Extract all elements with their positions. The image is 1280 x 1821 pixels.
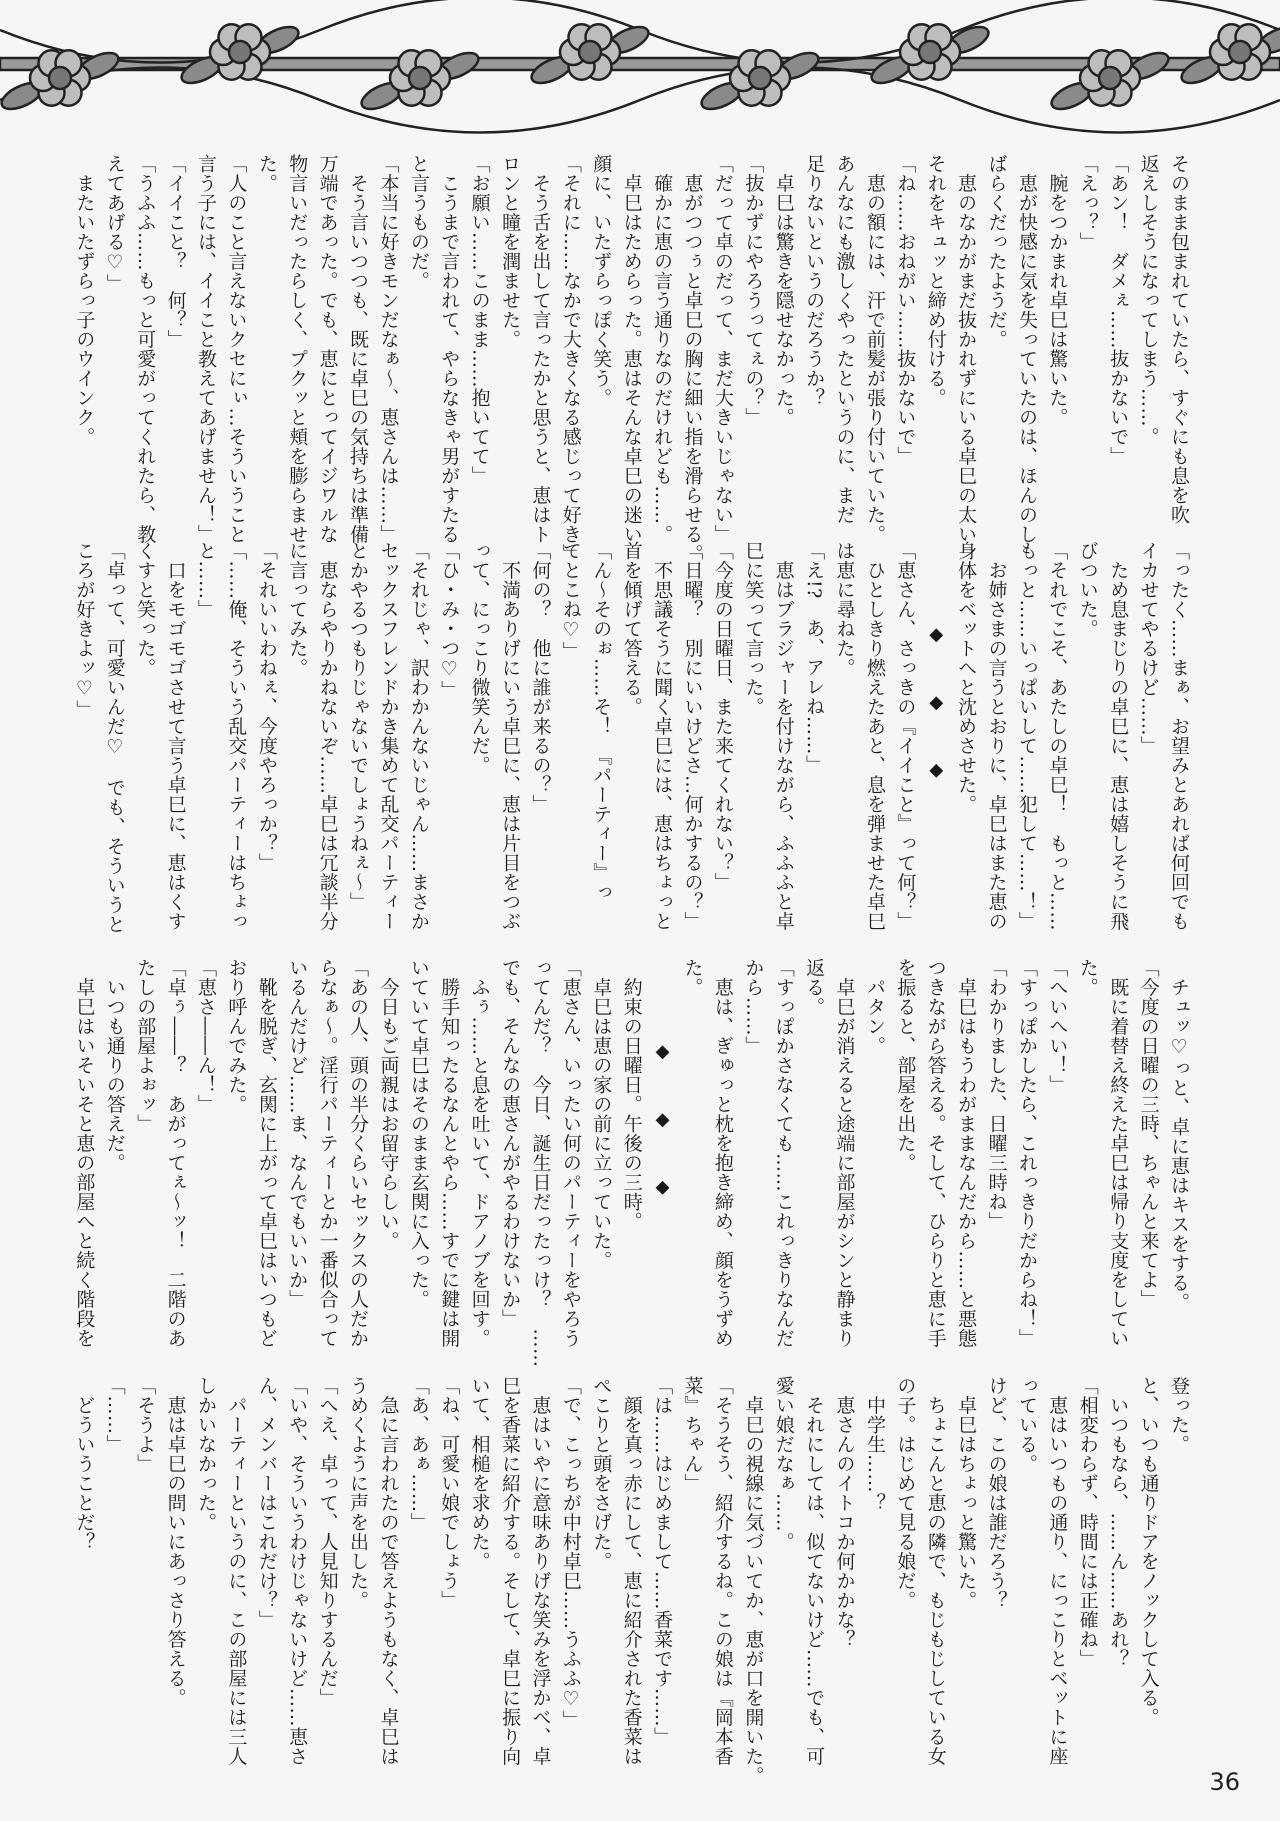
text-line: でも、そんなの恵さんがやるわけないか」 [499,958,522,1329]
flower-icon [1229,41,1251,63]
text-line: 「ん～そのぉ……そ！ 『パーティー』っ [590,541,613,902]
text-line: 卓巳は驚きを隠せなかった。 [772,154,795,427]
text-line: どういうことだ？ [73,1376,96,1552]
text-line: うめくように声を出した。 [347,1376,370,1610]
text-line: くすと笑った。 [134,541,157,678]
text-line: 急に言われたので答えようもなく、卓巳は [377,1376,400,1766]
text-line: 「日曜？ 別にいいけどさ…何かするの？」 [681,541,704,931]
text-line: 言う子には、イイこと教えてあげません！」 [195,154,217,544]
text-tier-3 [64,958,1194,1368]
text-line: ってんだ？ 今日、誕生日だったっけ？ …… [529,958,552,1368]
text-line: 「……俺、そういう乱交パーティーはちょっ [225,541,248,931]
text-line: 「お願い……このまま……抱いてて」 [468,154,491,486]
text-line: 「ね、可愛い娘でしょう」 [438,1376,461,1610]
text-line: ばらくだったようだ。 [985,154,1008,349]
text-line: 「それでこそ、あたしの卓巳！ もっと…… [1046,541,1069,931]
text-line: 菜』ちゃん」 [681,1376,704,1493]
text-line: ころが好きよッ♡」 [73,541,96,720]
text-line: いつもなら、……ん……あれ？ [1107,1376,1130,1669]
text-line: た。 [1076,958,1099,997]
text-line: 「それに……なかで大きくなる感じって好き」 [559,154,582,564]
text-line: 恵はいやに意味ありげな笑みを浮かべ、卓 [529,1376,552,1766]
text-line: 「は……はじめまして……香菜です……」 [651,1376,674,1747]
text-line: 「いや、そういうわけじゃないけど……恵さ [286,1376,309,1766]
text-line: 「あン！ ダメぇ……抜かないで」 [1107,154,1130,466]
text-line: 「すっぽかしたら、これっきりだからね！」 [1015,958,1038,1348]
text-line: 卓巳はちょっと驚いた。 [955,1376,978,1610]
text-line: 「うふふ……もっと可愛がってくれたら、教 [134,154,157,544]
text-line: またいたずらっ子のウインク。 [73,154,96,447]
text-line: 「本当に好きモンだなぁ～、恵さんは……」 [377,154,400,544]
text-line: っている。 [1015,1376,1038,1474]
text-line: 「何の？ 他に誰が来るの？」 [529,541,552,814]
text-line: 「恵さん、さっきの『イイこと』って何？」 [894,541,917,931]
text-line: 「ひ・み・つ♡」 [438,541,461,700]
text-line: 「卓って、可愛いんだ♡ でも、そういうと [103,541,126,934]
text-line: 恵のなかがまだ抜かれずにいる卓巳の太い [955,154,978,544]
flower-icon [49,67,71,89]
text-line: 「へえ、卓って、人見知りするんだ」 [316,1376,339,1708]
text-line: チュッ♡っと、卓に恵はキスをする。 [1168,958,1190,1312]
text-line: 腕をつかまれ卓巳は驚いた。 [1046,154,1069,427]
text-line: 顔に、いたずらっぽく笑う。 [590,154,613,408]
text-line: 「え!? あ、アレね……」 [803,541,826,775]
page-number: 36 [1209,1768,1240,1796]
text-line: 恵がつつぅと卓巳の胸に細い指を滑らせる。 [681,154,704,564]
text-line: 「それじゃ、訳わかんないじゃん……まさか [407,541,430,931]
text-line: それをキュッと締め付ける。 [924,154,947,408]
text-line: 不満ありげにいう卓巳に、恵は片目をつぶ [499,541,522,931]
text-line: 「わかりました、日曜三時ね」 [985,958,1008,1231]
text-line: ひとしきり燃えたあと、息を弾ませた卓巳 [863,541,886,931]
text-line: と言うものだ。 [407,154,430,291]
text-line: 身体をベットへと沈めさせた。 [955,541,978,814]
text-line: そのまま包まれていたら、すぐにも息を吹 [1168,154,1190,525]
text-line: と……」 [195,541,217,619]
text-line: から……」 [742,958,765,1056]
text-line: と、いつも通りドアをノックして入る。 [1137,1376,1160,1727]
text-line: 不思議そうに聞く卓巳には、恵はちょっと [651,541,674,931]
text-line: お姉さまの言うとおりに、卓巳はまた恵の [985,541,1008,931]
text-line: えてあげる♡」 [103,154,126,294]
text-line: 「へいへい！」 [1046,958,1069,1095]
text-line: た。 [255,154,278,193]
text-line: 「あの人、頭の半分くらいセックスの人だか [347,958,370,1348]
text-line: 「ったく……まぁ、お望みとあれば何回でも [1168,541,1190,931]
text-line: パタン。 [863,958,886,1056]
text-line: たしの部屋よぉッ」 [134,958,157,1134]
text-line: ちょこんと恵の隣で、もじもじしている女 [924,1376,947,1766]
text-line: 恵が快感に気を失っていたのは、ほんのし [1015,154,1038,544]
text-line: つきながら答える。そして、ひらりと恵に手 [924,958,947,1348]
text-line: 恵はブラジャーを付けながら、ふふふと卓 [772,541,795,931]
text-line: 恵さんのイトコか何かかな？ [833,1376,856,1649]
text-line: 靴を脱ぎ、玄関に上がって卓巳はいつもど [255,958,278,1348]
text-line: 首を傾げて答える。 [620,541,643,717]
text-line: って、にっこり微笑んだ。 [468,541,491,775]
text-line: 返えしそうになってしまう……。 [1137,154,1160,447]
text-line: た。 [681,958,704,997]
flower-icon [409,67,431,89]
text-line: 恵の額には、汗で前髪が張り付いていた。 [863,154,886,544]
text-line: てとこね♡」 [559,541,582,661]
text-line: ロンと瞳を潤ませた。 [499,154,522,349]
text-line: 「イイこと？ 何？」 [164,154,187,349]
text-line: らなぁ～。淫行パーティーとか一番似合って [316,958,339,1348]
text-line: 「相変わらず、時間には正確ね」 [1076,1376,1099,1669]
text-line: おり呼んでみた。 [225,958,248,1114]
text-line: 「人のこと言えないクセにぃ…そういうこと [225,154,248,544]
text-line: 中学生……？ [863,1376,886,1513]
text-line: イカせてやるけど……」 [1137,541,1160,756]
text-line: 約束の日曜日。午後の三時。 [620,958,643,1231]
text-line: 「すっぽかさなくても……これっきりなんだ [772,958,795,1348]
text-line: 「それいいわねぇ、今度やろっか？」 [255,541,278,873]
text-line: 確かに恵の言う通りなのだけれども……。 [651,154,674,544]
section-separator: ◆◆◆ [652,1040,674,1245]
text-line: ふぅ……と息を吐いて、ドアノブを回す。 [468,958,491,1348]
text-line: 卓巳の視線に気づいてか、恵が口を開いた。 [742,1376,765,1786]
text-line: ぺこりと頭をさげた。 [590,1376,613,1571]
text-line: 卓巳はためらった。恵はそんな卓巳の迷い [620,154,643,544]
text-line: それにしては、似てないけど……でも、可 [803,1376,826,1766]
text-line: の子。はじめて見る娘だ。 [894,1376,917,1610]
text-line: 「ね……おねがい……抜かないで」 [894,154,917,466]
text-line: は恵に尋ねた。 [833,541,856,678]
text-line: 「えっ？」 [1076,154,1099,252]
text-line: ため息まじりの卓巳に、恵は嬉しそうに飛 [1107,541,1130,931]
text-line: 卓巳は恵の家の前に立っていた。 [590,958,613,1270]
text-line: 恵はいつもの通り、にっこりとベットに座 [1046,1376,1069,1766]
text-line: いるんだけど……ま、なんでもいいか」 [286,958,309,1309]
text-line: 恵は、ぎゅっと枕を抱き締め、顔をうずめ [711,958,734,1348]
text-tier-2 [64,541,1194,934]
text-line: セックスフレンドかき集めて乱交パーティー [377,541,400,931]
flower-icon [749,67,771,89]
text-line: 物言いだったらしく、プクッと頬を膨らませ [286,154,309,544]
text-line: 足りないというのだろうか？ [803,154,826,408]
text-line: 既に着替え終えた卓巳は帰り支度をしてい [1107,958,1130,1348]
text-line: とかやるつもりじゃないでしょうねぇ～」 [347,541,370,912]
text-line: 顔を真っ赤にして、恵に紹介された香菜は [620,1376,643,1766]
text-tier-4 [64,1376,1194,1786]
text-line: 登った。 [1168,1376,1190,1454]
text-line: 「あ、あぁ……」 [407,1376,430,1532]
text-line: そう舌を出して言ったかと思うと、恵はト [529,154,552,544]
text-line: 「卓ぅ――？ あがってぇ～ッ！ 二階のあ [164,958,187,1348]
text-line: 万端であった。でも、恵にとってイジワルな [316,154,339,544]
text-line: いつも通りの答えだ。 [103,958,126,1173]
text-line: いていて卓巳はそのまま玄関に入った。 [407,958,430,1309]
text-line: 「抜かずにやろうってぇの？」 [742,154,765,427]
text-line: 愛い娘だなぁ……。 [772,1376,795,1552]
text-line: 「今度の日曜の三時、ちゃんと来てよ」 [1137,958,1160,1309]
text-line: 勝手知ったるなんとやら……すでに鍵は開 [438,958,461,1348]
text-line: 卓巳が消えると途端に部屋がシンと静まり [833,958,856,1348]
text-line: 口をモゴモゴさせて言う卓巳に、恵はくす [164,541,187,931]
text-line: 巳に笑って言った。 [742,541,765,717]
flower-icon [229,41,251,63]
text-line: けど、この娘は誰だろう？ [985,1376,1008,1610]
text-line: 「そうよ」 [134,1376,157,1474]
text-line: 卓巳はもうわがままなんだから……と悪態 [955,958,978,1348]
text-line: 「だって卓のだって、まだ大きいじゃない」 [711,154,734,544]
text-line: もっと……いっぱいして……犯して……！」 [1015,541,1038,931]
text-line: 「恵さん、いったい何のパーティーをやろう [559,958,582,1348]
text-line: 卓巳はいそいそと恵の部屋へと続く階段を [73,958,96,1348]
text-tier-1 [64,154,1194,564]
floral-border-ornament [0,0,1280,150]
text-line: を振ると、部屋を出た。 [894,958,917,1173]
text-line: 恵ならやりかねないぞ……卓巳は冗談半分 [316,541,339,931]
text-line: 「で、こっちが中村卓巳……うふふ♡」 [559,1376,582,1730]
text-line: あんなにも激しくやったというのに、まだ [833,154,856,525]
text-line: 恵は卓巳の問いにあっさり答える。 [164,1376,187,1708]
flower-icon [919,41,941,63]
text-line: 「……」 [103,1376,126,1454]
text-line: パーティーというのに、この部屋には三人 [225,1376,248,1766]
text-line: 「そうそう、紹介するね。この娘は『岡本香 [711,1376,734,1766]
text-line: に言ってみた。 [286,541,309,678]
section-separator: ◆◆◆ [925,623,947,828]
text-line: こうまで言われて、やらなきゃ男がすたる [438,154,461,544]
text-line: しかいなかった。 [195,1376,217,1532]
text-line: びついた。 [1076,541,1099,639]
text-line: ん、メンバーはこれだけ？」 [255,1376,278,1630]
text-line: いて、相槌を求めた。 [468,1376,491,1571]
text-line: そう言いつつも、既に卓巳の気持ちは準備 [347,154,370,544]
text-line: 返る。 [803,958,826,1017]
text-line: 「恵さ――ん！」 [195,958,217,1114]
flower-icon [1099,67,1121,89]
text-line: 今日もご両親はお留守らしい。 [377,958,400,1251]
text-line: 巳を香菜に紹介する。そして、卓巳に振り向 [499,1376,522,1766]
text-line: 「今度の日曜日、また来てくれない？」 [711,541,734,892]
flower-icon [579,41,601,63]
